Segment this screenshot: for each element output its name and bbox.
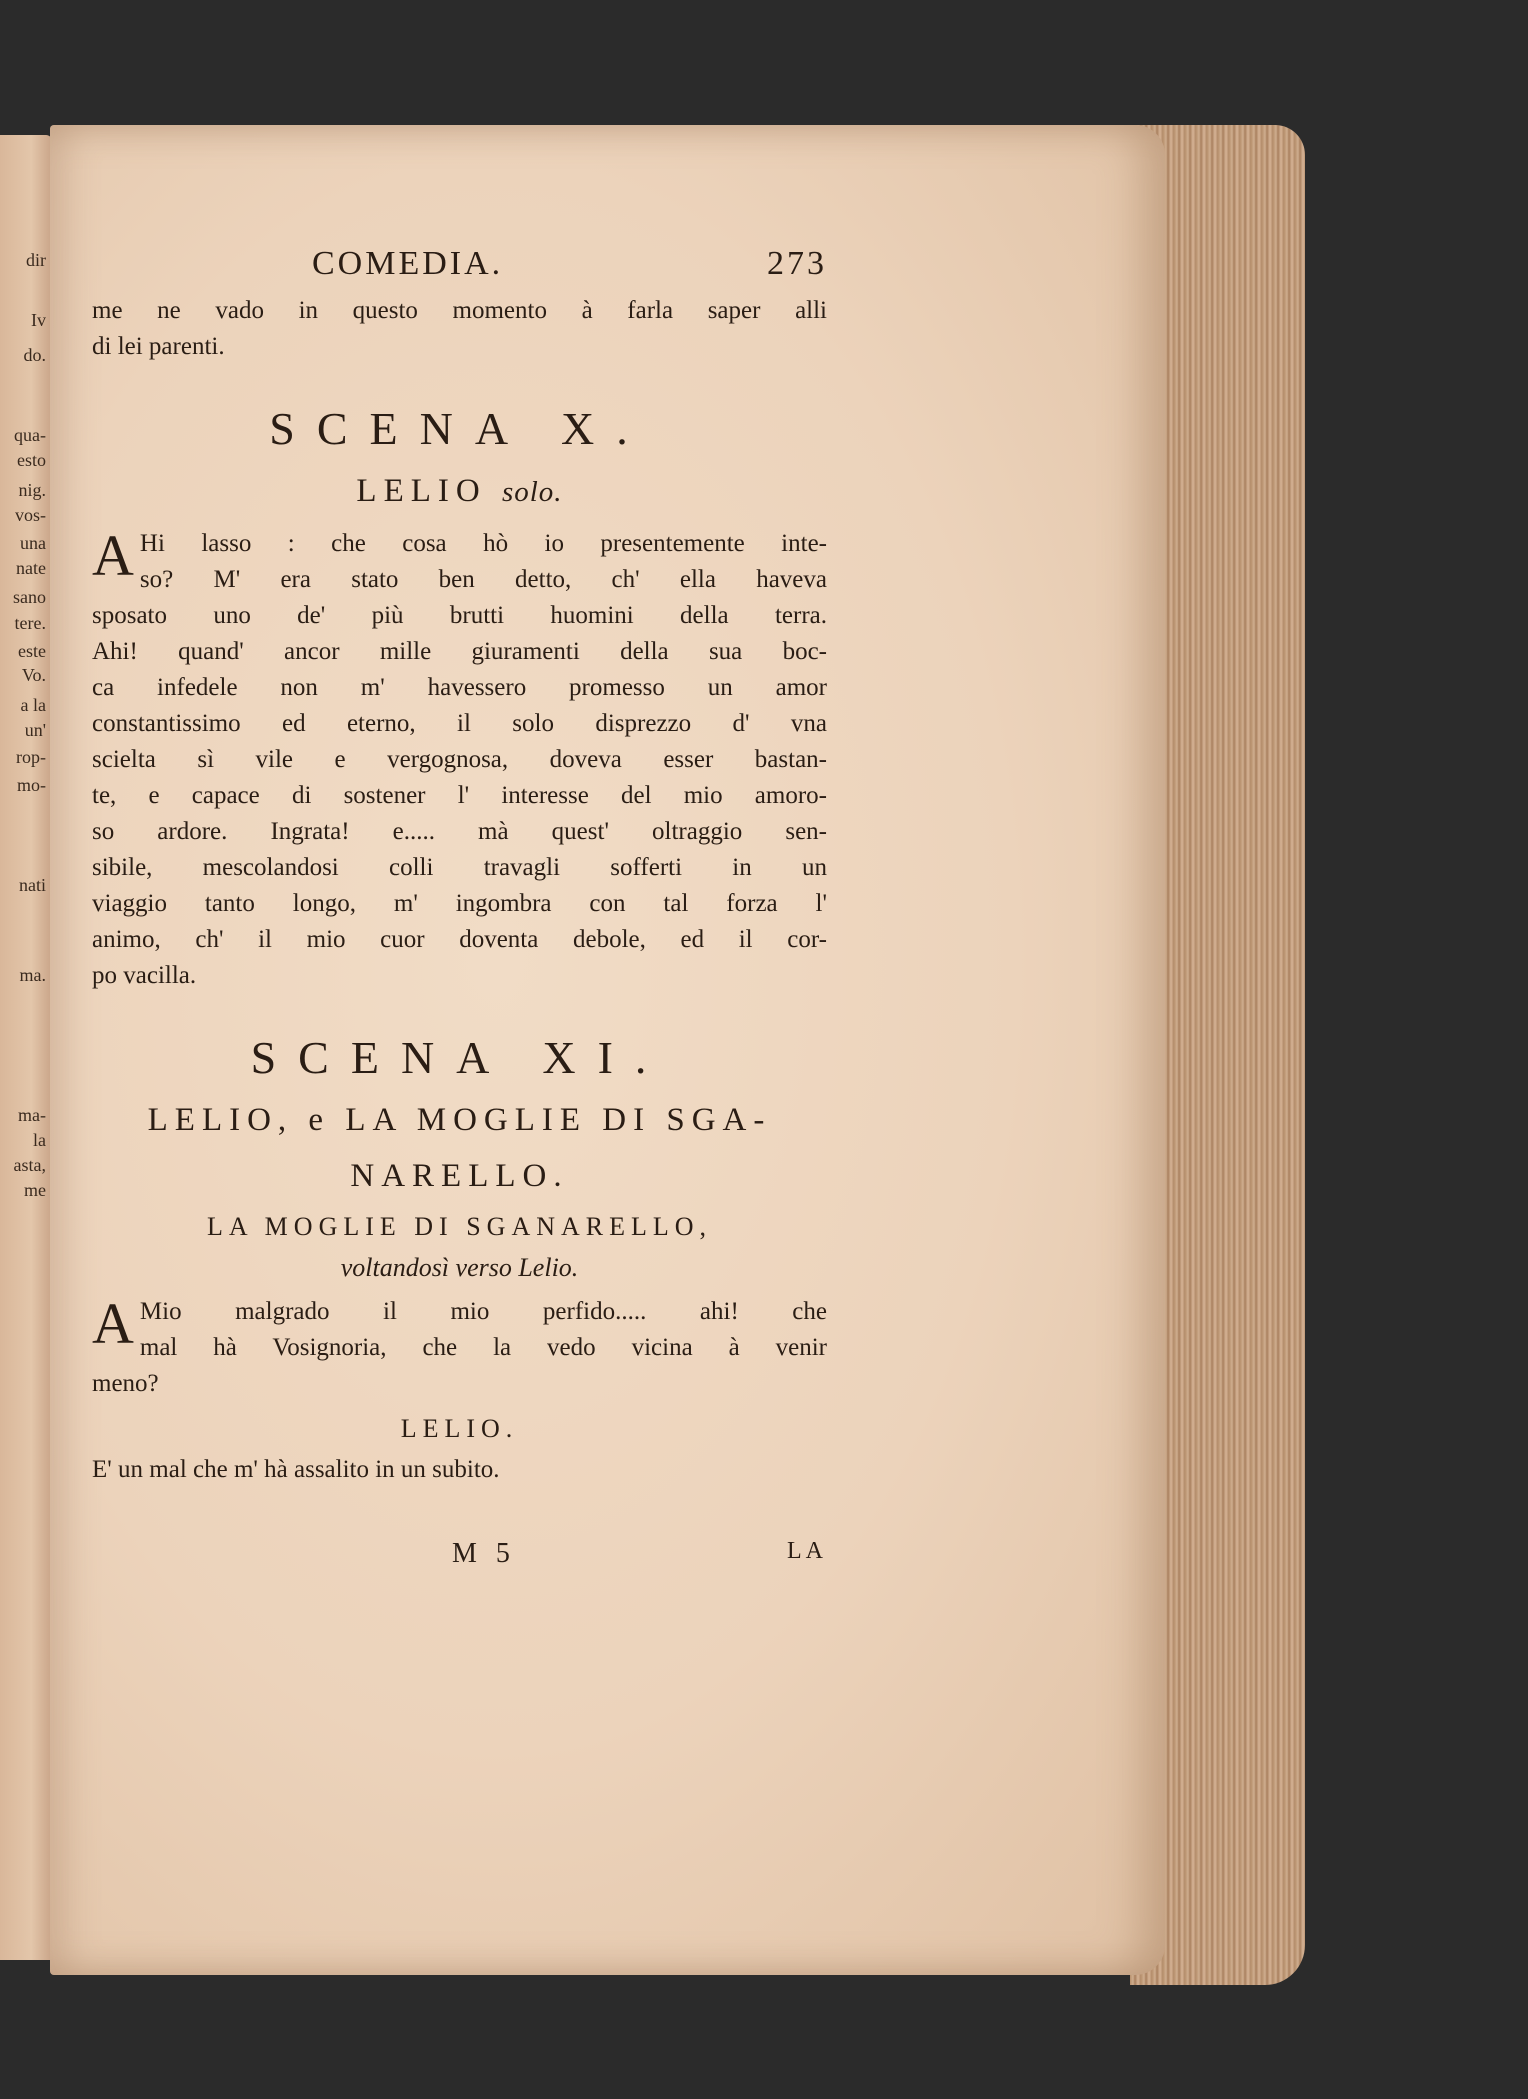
scene-heading: SCENA XI. (250, 1032, 669, 1083)
facing-page-fragment: la (33, 1130, 46, 1150)
text-line: sibile, mescolandosi colli travagli sofferti in un (92, 854, 827, 881)
facing-page-fragment: un' (24, 720, 46, 740)
facing-page-fragment: sano (13, 587, 46, 607)
speaker-name: LA MOGLIE DI SGANARELLO, (206, 1212, 713, 1241)
facing-page-fragment: dir (26, 250, 46, 270)
catchword: LA (787, 1538, 827, 1564)
page-text (92, 245, 827, 1578)
drop-cap: A (92, 1291, 134, 1356)
facing-page-fragment: do. (23, 345, 46, 365)
facing-page-fragment: Vo. (21, 665, 46, 685)
text-line: di lei parenti. (92, 333, 225, 360)
page-number: 273 (767, 245, 827, 282)
stage-direction: voltandosì verso Lelio. (340, 1253, 579, 1282)
characters-line: LELIO, e LA MOGLIE DI SGA- (147, 1102, 772, 1138)
speech-paragraph (92, 523, 827, 994)
speaker-name: LELIO. (400, 1414, 519, 1443)
text-line: Mio malgrado il mio perfido..... ahi! che (139, 1298, 827, 1325)
facing-page-fragment: me (24, 1180, 46, 1200)
text-line: Hi lasso : che cosa hò io presentemente inte- (139, 530, 827, 557)
speech-paragraph (92, 1291, 827, 1402)
facing-page-fragment: nate (16, 558, 46, 578)
text-line: mal hà Vosignoria, che la vedo vicina à venir (139, 1334, 827, 1361)
facing-page-fragment: una (20, 533, 46, 553)
text-line: so ardore. Ingrata! e..... mà quest' oltraggio sen- (92, 818, 827, 845)
facing-page-fragment: a la (20, 695, 46, 715)
speaker-name (92, 469, 827, 514)
signature-mark: M 5 (452, 1538, 516, 1569)
scene-heading: SCENA X. (269, 403, 650, 454)
facing-page-edge (0, 135, 52, 1960)
text-line: animo, ch' il mio cuor doventa debole, ed il cor- (92, 926, 827, 953)
text-line: scielta sì vile e vergognosa, doveva esser bastan- (92, 746, 827, 773)
text-line: E' un mal che m' hà assalito in un subito. (92, 1456, 500, 1483)
speaker-label: LELIO (356, 473, 487, 509)
text-line: viaggio tanto longo, m' ingombra con tal forza l' (92, 890, 827, 917)
facing-page-fragment: mo- (17, 775, 46, 795)
characters-line: NARELLO. (350, 1158, 569, 1194)
facing-page-fragment: esto (17, 450, 46, 470)
running-head (92, 245, 827, 293)
facing-page-fragment: ma. (19, 965, 46, 985)
text-line: po vacilla. (92, 962, 197, 989)
text-line: so? M' era stato ben detto, ch' ella haveva (139, 566, 827, 593)
text-line: meno? (92, 1370, 159, 1397)
text-line: te, e capace di sostener l' interesse del mio amoro- (92, 782, 827, 809)
facing-page-fragment: Iv (31, 310, 46, 330)
facing-page-fragment: tere. (14, 613, 46, 633)
text-line: sposato uno de' più brutti huomini della terra. (92, 602, 827, 629)
text-line: ca infedele non m' havessero promesso un amor (92, 674, 827, 701)
facing-page-fragment: ma- (18, 1105, 46, 1125)
facing-page-fragment: este (18, 641, 46, 661)
text-line: constantissimo ed eterno, il solo disprezzo d' vna (92, 710, 827, 737)
page-footer (92, 1538, 827, 1578)
speaker-note: solo. (501, 476, 563, 508)
facing-page-fragment: vos- (15, 505, 46, 525)
facing-page-fragment: nati (19, 875, 46, 895)
facing-page-fragment: qua- (14, 425, 46, 445)
facing-page-fragment: nig. (18, 480, 46, 500)
facing-page-fragment: rop- (16, 747, 46, 767)
text-line: Ahi! quand' ancor mille giuramenti della sua boc- (92, 638, 827, 665)
text-line: me ne vado in questo momento à farla saper alli (92, 297, 827, 324)
drop-cap: A (92, 523, 134, 588)
running-head-title: COMEDIA. (312, 245, 504, 282)
facing-page-fragment: asta, (13, 1155, 46, 1175)
